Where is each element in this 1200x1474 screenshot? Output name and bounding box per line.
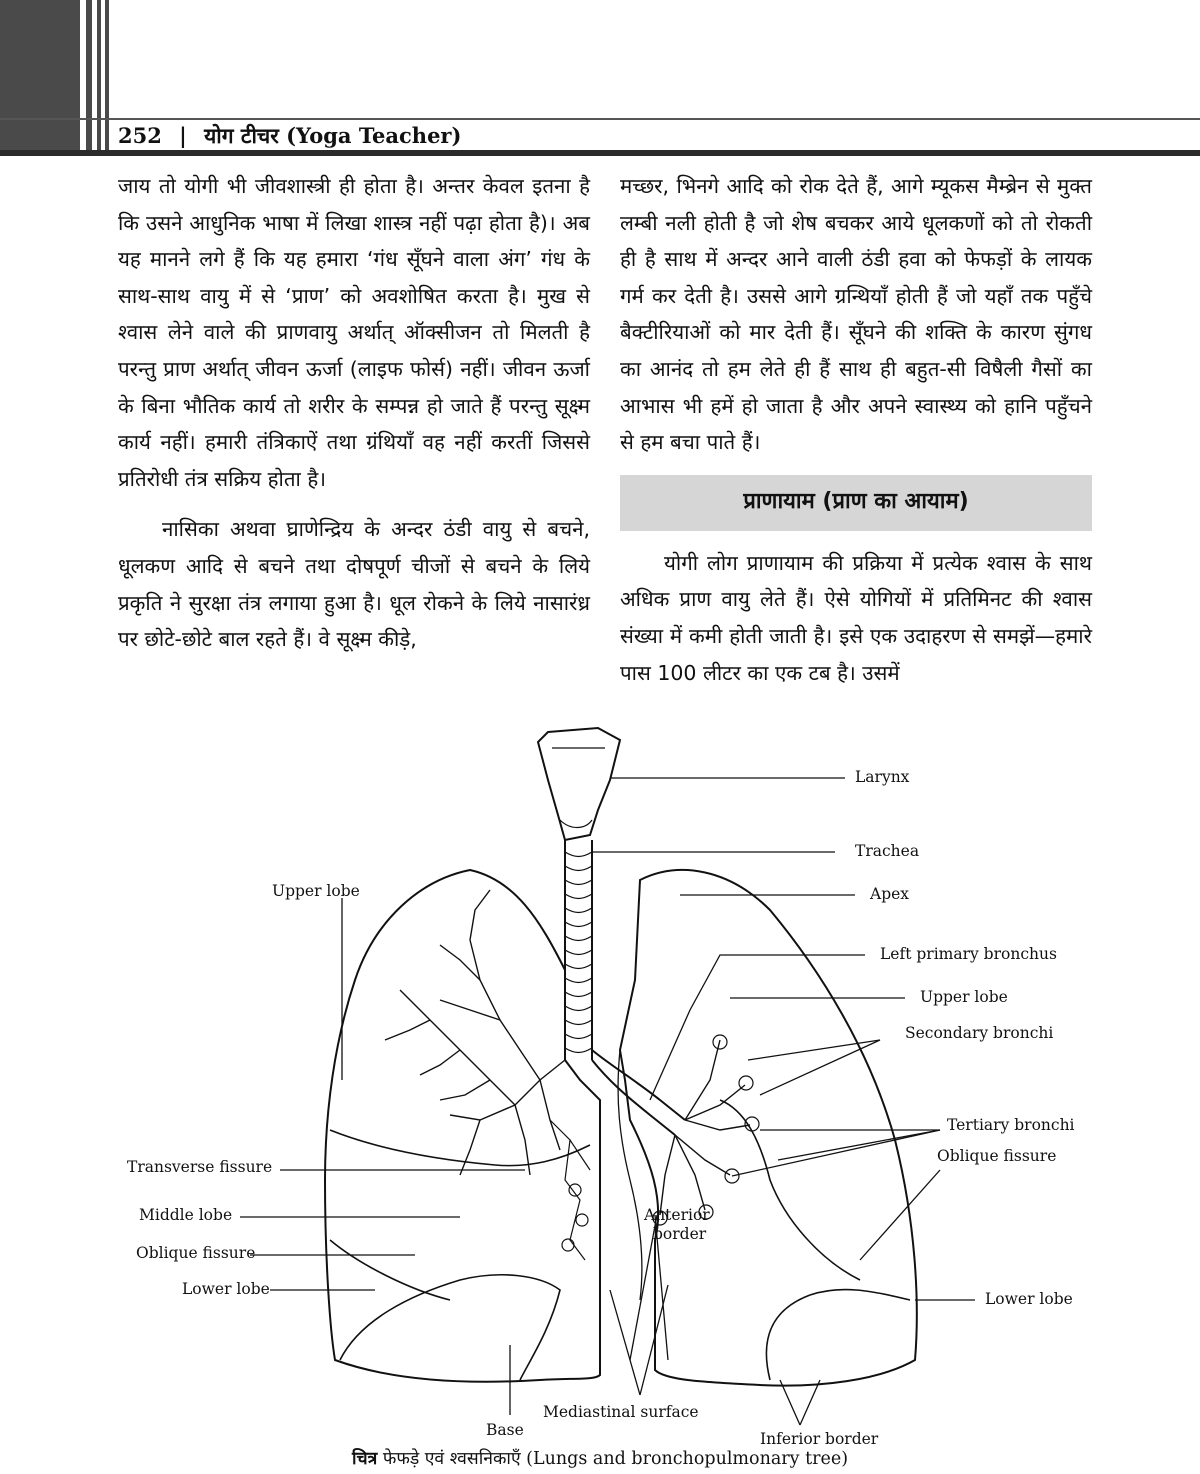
label-upper-lobe-left: Upper lobe [272, 882, 360, 900]
label-secondary-bronchi: Secondary bronchi [905, 1024, 1054, 1042]
section-heading: प्राणायाम (प्राण का आयाम) [743, 489, 969, 515]
running-header [118, 122, 461, 150]
label-trachea: Trachea [855, 842, 920, 860]
label-anterior-border-2: border [653, 1225, 707, 1243]
label-anterior-border-1: Anterior [644, 1206, 710, 1224]
leader-inferior-border-2 [800, 1380, 820, 1425]
label-upper-lobe-right: Upper lobe [920, 988, 1008, 1006]
lower-lobe-shading-left [766, 1290, 910, 1380]
header-bar-stripe-2 [97, 0, 101, 150]
leader-secondary-bronchi-2 [760, 1040, 880, 1095]
trachea-shape [565, 840, 592, 1060]
figure-caption [0, 1446, 1200, 1470]
label-transverse-fissure: Transverse fissure [127, 1158, 273, 1176]
leader-left-primary-bronchus [650, 955, 865, 1100]
right-paragraph-2: योगी लोग प्राणायाम की प्रक्रिया में प्रत्येक श्वास के साथ अधिक प्राण वायु लेते हैं। ऐसे योगियों में प्रतिमिनट की श्वास संख्या में कमी होती जाती है। इसे एक उदाहरण से समझें—हमारे पास 100 लीटर का एक टब है। उसमें [620, 550, 1092, 685]
lungs-diagram [120, 720, 1080, 1445]
leader-tertiary-bronchi-3 [778, 1130, 940, 1160]
section-heading-box [620, 475, 1092, 531]
label-oblique-fissure-left: Oblique fissure [136, 1244, 256, 1262]
oblique-fissure-line-right [330, 1240, 450, 1300]
label-base: Base [486, 1421, 524, 1439]
book-title: योग टीचर (Yoga Teacher) [204, 123, 462, 148]
right-paragraph-1: मच्छर, भिनगे आदि को रोक देते हैं, आगे म्यूकस मैम्ब्रेन से मुक्त लम्बी नली होती है जो शेष बचकर आये धूलकणों को तो रोकती ही है साथ में अन्दर आने वाली ठंडी हवा को फेफड़ों के लायक गर्म कर देती है। उससे आगे ग्रन्थियाँ होती हैं जो यहाँ तक पहुँचे बैक्टीरियाओं को मार देती हैं। सूँघने की शक्ति के कारण सुंगध का आनंद तो हम लेते ही हैं साथ ही बहुत-सी विषैली गैसों का आभास भी हमें हो जाता है और अपने स्वास्थ्य को हानि पहुँचने से हम बचा पाते हैं। [620, 174, 1092, 455]
header-bar-stripe-1 [86, 0, 92, 150]
label-middle-lobe: Middle lobe [139, 1206, 233, 1224]
larynx-shape [538, 728, 620, 840]
label-apex: Apex [870, 885, 910, 903]
header-separator: | [179, 123, 187, 148]
label-oblique-fissure-right: Oblique fissure [937, 1147, 1057, 1165]
header-rule [0, 150, 1200, 156]
header-bar-wide [0, 0, 80, 150]
left-paragraph-1: जाय तो योगी भी जीवशास्त्री ही होता है। अन्तर केवल इतना है कि उसने आधुनिक भाषा में लिखा शास्त्र नहीं पढ़ा होता है)। अब यह मानने लगे हैं कि यह हमारा ‘गंध सूँघने वाला अंग’ गंध के साथ-साथ वायु में से ‘प्राण’ को अवशोषित करता है। मुख से श्वास लेने वाले की प्राणवायु अर्थात् ऑक्सीजन तो मिलती है परन्तु प्राण अर्थात् जीवन ऊर्जा (लाइफ फोर्स) नहीं। जीवन ऊर्जा के बिना भौतिक कार्य तो शरीर के सम्पन्न हो जाते हैं परन्तु सूक्ष्म कार्य नहीं। हमारी तंत्रिकाऐं तथा ग्रंथियाँ वह नहीं करतीं जिससे प्रतिरोधी तंत्र सक्रिय होता है। [118, 174, 590, 491]
left-column [118, 168, 590, 658]
header-bar-stripe-3 [105, 0, 109, 150]
transverse-fissure-line [330, 1130, 590, 1166]
leader-tertiary-bronchi-1 [732, 1130, 940, 1176]
right-column [620, 168, 1092, 691]
label-tertiary-bronchi: Tertiary bronchi [947, 1116, 1075, 1134]
label-lower-lobe-right: Lower lobe [985, 1290, 1073, 1308]
label-larynx: Larynx [855, 768, 910, 786]
caption-prefix: चित्र [351, 1449, 378, 1469]
caption-text: फेफड़े एवं श्वसनिकाएँ (Lungs and bronchopulmonary tree) [382, 1449, 849, 1469]
leader-oblique-fissure-right [860, 1170, 940, 1260]
leader-mediastinal-1 [610, 1290, 640, 1395]
label-mediastinal-surface: Mediastinal surface [543, 1403, 699, 1421]
leader-inferior-border-1 [780, 1380, 800, 1425]
header-thin-rule [0, 118, 1200, 120]
label-lower-lobe-left: Lower lobe [182, 1280, 270, 1298]
label-left-primary-bronchus: Left primary bronchus [880, 945, 1057, 963]
page-number: 252 [118, 123, 162, 148]
left-paragraph-2: नासिका अथवा घ्राणेन्द्रिय के अन्दर ठंडी वायु से बचने, धूलकण आदि से बचने तथा दोषपूर्ण चीजों से बचने के लिये प्रकृति ने सुरक्षा तंत्र लगाया हुआ है। धूल रोकने के लिये नासारंध्र पर छोटे-छोटे बाल रहते हैं। वे सूक्ष्म कीड़े, [118, 517, 590, 652]
right-lung-outline [325, 870, 600, 1382]
label-inferior-border: Inferior border [760, 1430, 879, 1445]
